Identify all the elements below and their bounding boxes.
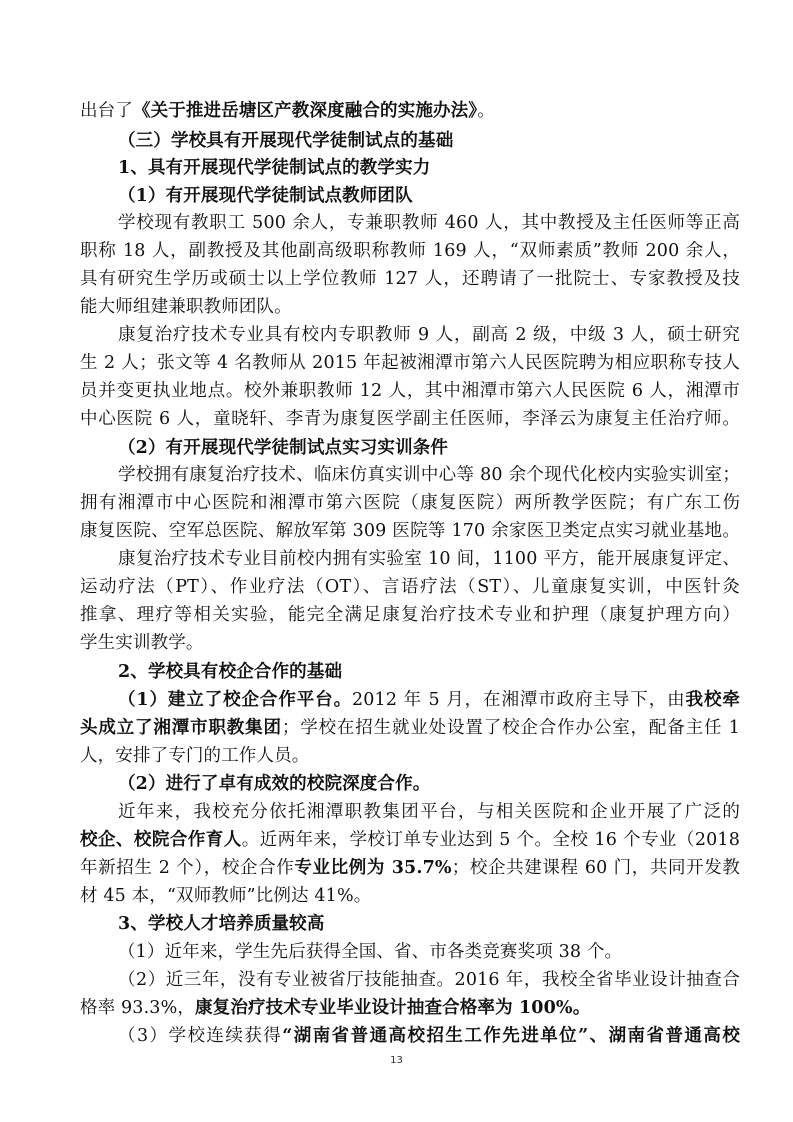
bold-text-run: （1）建立了校企合作平台。 — [118, 690, 352, 710]
paragraph-line: 拥有湘潭市中心医院和湘潭市第六医院（康复医院）两所教学医院；有广东工伤 — [80, 493, 740, 513]
bold-text-run: 校企、校院合作育人 — [80, 830, 242, 850]
paragraph-line: 康复治疗技术专业目前校内拥有实验室 10 间，1100 平方，能开展康复评定、 — [118, 549, 740, 569]
paragraph-line — [80, 827, 740, 853]
bold-text-run: “湖南省普通高校招生工作先进单位”、湖南省普通高校 — [282, 1026, 740, 1046]
sub-subsection-heading: （1）有开展现代学徒制试点教师团队 — [118, 186, 413, 206]
text-run: ；学校在招生就业处设置了校企合作办公室，配备主任 1 — [281, 718, 740, 738]
paragraph-line: 康复治疗技术专业具有校内专职教师 9 人，副高 2 级，中级 3 人，硕士研究 — [118, 325, 740, 345]
bold-text-run: 《关于推进岳塘区产教深度融合的实施办法》 — [132, 101, 478, 121]
subsection-heading: 1、具有开展现代学徒制试点的教学实力 — [118, 158, 431, 178]
paragraph-line: 生 2 人；张文等 4 名教师从 2015 年起被湘潭市第六人民医院聘为相应职称专技人 — [80, 353, 740, 373]
bold-text-run: 康复治疗技术专业毕业设计抽查合格率为 100%。 — [195, 998, 591, 1018]
paragraph-line — [80, 995, 740, 1021]
paragraph-line: 推拿、理疗等相关实验，能完全满足康复治疗技术专业和护理（康复护理方向） — [80, 605, 740, 625]
text-run: 2012 年 5 月，在湘潭市政府主导下，由 — [351, 690, 686, 710]
text-run: 。近两年来，学校订单专业达到 5 个。全校 16 个专业（2018 — [241, 830, 740, 850]
text-run: 年新招生 2 个），校企合作 — [80, 858, 295, 878]
paragraph-line — [118, 1023, 740, 1049]
text-run: ；校企共建课程 60 门，共同开发教 — [451, 858, 741, 878]
paragraph-line: 运动疗法（PT）、作业疗法（OT）、言语疗法（ST）、儿童康复实训，中医针灸 — [80, 577, 740, 597]
bold-text-run: 专业比例为 35.7% — [294, 858, 452, 878]
paragraph-line: （1）近年来，学生先后获得全国、省、市各类竞赛奖项 38 个。 — [118, 942, 623, 962]
paragraph-line — [80, 98, 740, 124]
sub-subsection-heading: （2）有开展现代学徒制试点实习实训条件 — [118, 438, 449, 458]
paragraph-line: 员并变更执业地点。校外兼职教师 12 人，其中湘潭市第六人民医院 6 人，湘潭市 — [80, 381, 740, 401]
text-run: 。 — [477, 101, 495, 121]
paragraph-line: 近年来，我校充分依托湘潭职教集团平台，与相关医院和企业开展了广泛的 — [118, 802, 740, 822]
paragraph-line — [80, 855, 740, 881]
paragraph-line: 人，安排了专门的工作人员。 — [80, 746, 310, 766]
text-run: 出台了 — [80, 101, 133, 121]
text-run: 格率 93.3%， — [80, 998, 196, 1018]
paragraph-line — [80, 715, 740, 741]
paragraph-line: （2）近三年，没有专业被省厅技能抽查。2016 年，我校全省毕业设计抽查合 — [118, 970, 740, 990]
bold-text-run: 我校牵 — [685, 690, 740, 710]
bold-text-run: 头成立了湘潭市职教集团 — [80, 718, 282, 738]
section-heading: （三）学校具有开展现代学徒制试点的基础 — [118, 131, 454, 151]
sub-subsection-heading: （2）进行了卓有成效的校院深度合作。 — [118, 774, 431, 794]
paragraph-line: 康复医院、空军总医院、解放军第 309 医院等 170 余家医卫类定点实习就业基地。 — [80, 521, 740, 541]
paragraph-line: 职称 18 人，副教授及其他副高级职称教师 169 人，“双师素质”教师 200 余人， — [80, 241, 740, 261]
subsection-heading: 2、学校具有校企合作的基础 — [118, 662, 343, 682]
paragraph-line: 学校拥有康复治疗技术、临床仿真实训中心等 80 余个现代化校内实验实训室； — [118, 465, 740, 485]
paragraph-line: 材 45 本，“双师教师”比例达 41%。 — [80, 886, 372, 906]
paragraph-line: 中心医院 6 人，童晓轩、李青为康复医学副主任医师，李泽云为康复主任治疗师。 — [80, 409, 740, 429]
paragraph-line: 具有研究生学历或硕士以上学位教师 127 人，还聘请了一批院士、专家教授及技 — [80, 269, 740, 289]
paragraph-line: 学生实训教学。 — [80, 633, 204, 653]
paragraph-line: 学校现有教职工 500 余人，专兼职教师 460 人，其中教授及主任医师等正高 — [118, 213, 740, 233]
paragraph-line: 能大师组建兼职教师团队。 — [80, 297, 292, 317]
subsection-heading: 3、学校人才培养质量较高 — [118, 914, 325, 934]
paragraph-line — [118, 687, 740, 713]
text-run: （3）学校连续获得 — [118, 1026, 283, 1046]
page-number: 13 — [390, 1055, 403, 1066]
